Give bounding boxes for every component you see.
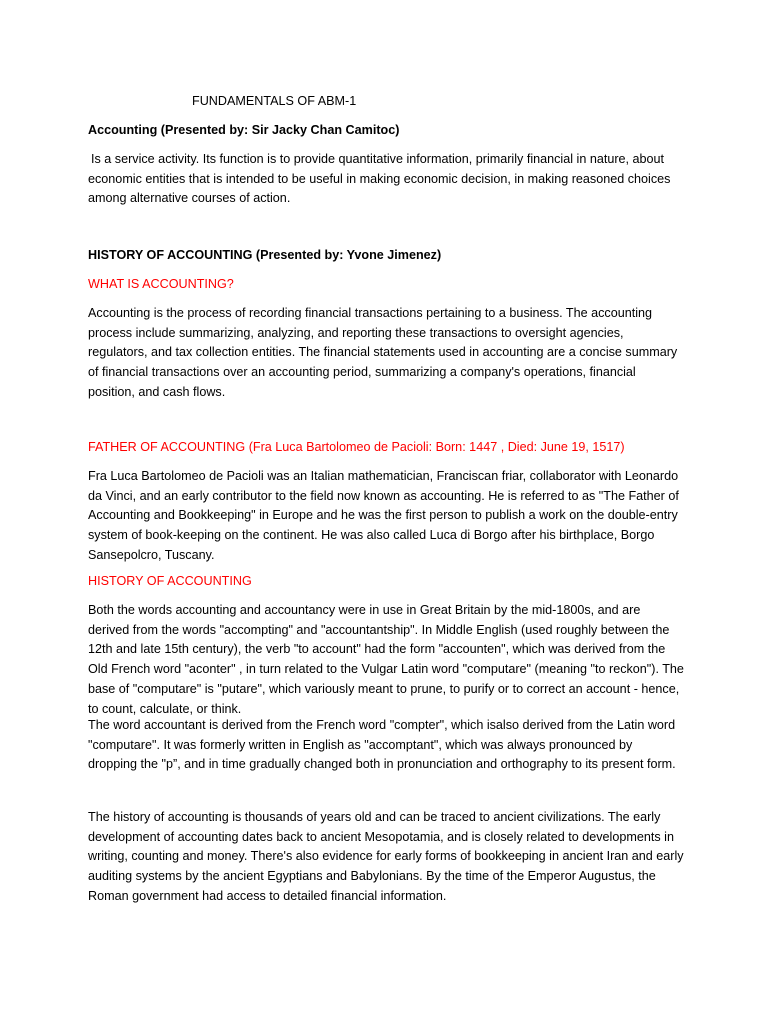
father-of-accounting-heading: FATHER OF ACCOUNTING (Fra Luca Bartolomeo de Pacioli: Born: 1447 , Died: June 19, 1517) xyxy=(88,440,625,454)
section-history-heading: HISTORY OF ACCOUNTING (Presented by: Yvone Jimenez) xyxy=(88,248,442,262)
what-is-accounting-body: Accounting is the process of recording financial transactions pertaining to a business. The accounting process include summarizing, analyzing, and reporting these transactions to oversight agencies, regulators, and tax collection entities. The financial statements used in accounting are a concise summary of financial transactions over an accounting period, summarizing a company's operations, financial position, and cash flows. xyxy=(88,306,678,399)
history-paragraph-1: Both the words accounting and accountancy were in use in Great Britain by the mid-1800s, and are derived from the words "accompting" and "accountantship". In Middle English (used roughly between the 12th and late 15th century), the verb "to account" had the form "accounten", which was derived from the Old French word "aconter" , in turn related to the Vulgar Latin word "computare" (meaning "to reckon"). The base of "computare" is "putare", which variously meant to prune, to purify or to correct an account - hence, to count, calculate, or think. xyxy=(88,603,684,716)
document-title: FUNDAMENTALS OF ABM-1 xyxy=(192,94,357,108)
section-accounting-heading: Accounting (Presented by: Sir Jacky Chan Camitoc) xyxy=(88,123,400,137)
history-of-accounting-heading: HISTORY OF ACCOUNTING xyxy=(88,574,252,588)
history-paragraph-2: The word accountant is derived from the French word "compter", which isalso derived from the Latin word "computare". It was formerly written in English as "accomptant", which was always pronounced by dropping the "p”, and in time gradually changed both in pronunciation and orthography to its present form. xyxy=(88,718,676,772)
father-of-accounting-body: Fra Luca Bartolomeo de Pacioli was an Italian mathematician, Franciscan friar, collaborator with Leonardo da Vinci, and an early contributor to the field now known as accounting. He is referred to as "The Father of Accounting and Bookkeeping" in Europe and he was the first person to publish a work on the double-entry system of book-keeping on the continent. He was also called Luca di Borgo after his birthplace, Borgo Sansepolcro, Tuscany. xyxy=(88,469,679,562)
what-is-accounting-heading: WHAT IS ACCOUNTING? xyxy=(88,277,234,291)
history-paragraph-3: The history of accounting is thousands of years old and can be traced to ancient civilizations. The early development of accounting dates back to ancient Mesopotamia, and is closely related to developments in writing, counting and money. There's also evidence for early forms of bookkeeping in ancient Iran and early auditing systems by the ancient Egyptians and Babylonians. By the time of the Emperor Augustus, the Roman government had access to detailed financial information. xyxy=(88,810,684,903)
section-accounting-body: Is a service activity. Its function is to provide quantitative information, primarily financial in nature, about economic entities that is intended to be useful in making economic decision, in making reasoned choices among alternative courses of action. xyxy=(88,152,671,206)
